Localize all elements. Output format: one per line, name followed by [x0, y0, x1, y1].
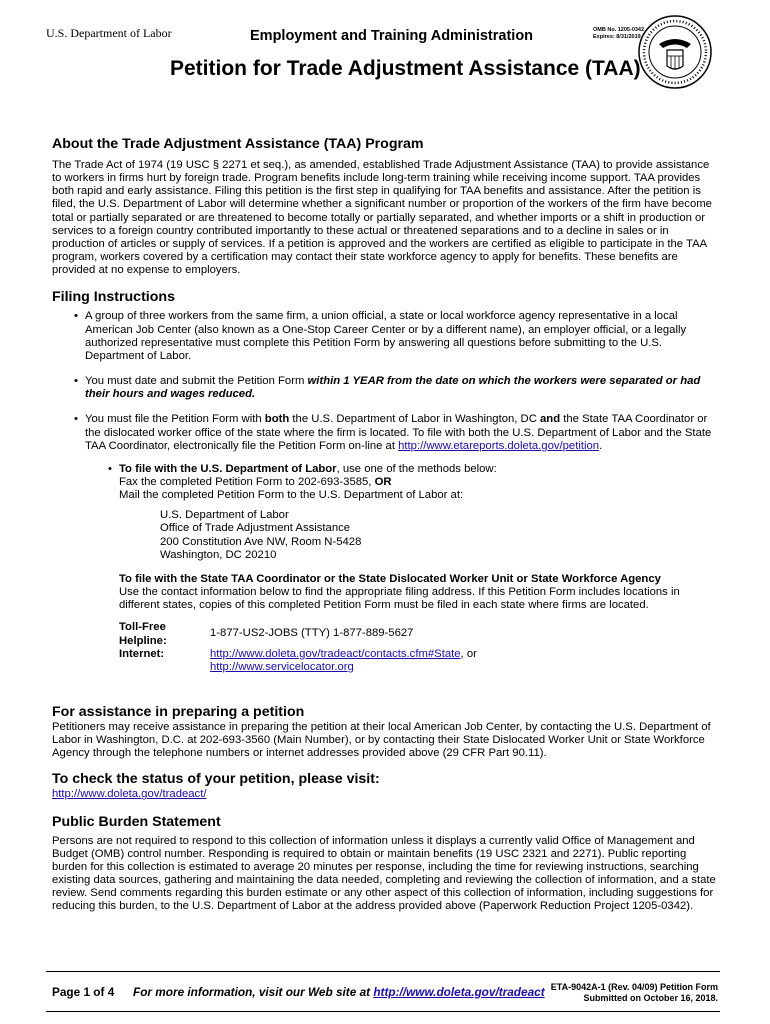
form-body [52, 136, 718, 914]
both-emphasis: both [264, 413, 290, 426]
state-filing-heading: To file with the State TAA Coordinator or the State Dislocated Worker Unit or State Workforce Agency [119, 572, 661, 585]
filing-heading: Filing Instructions [52, 289, 175, 306]
dol-filing-heading: To file with the U.S. Department of Labor [119, 462, 337, 475]
omb-number: OMB No. 1205-0342 [593, 27, 645, 33]
about-text: The Trade Act of 1974 (19 USC § 2271 et seq.), as amended, established Trade Adjustment Assistance (TAA) to provide assistance to workers in firms hurt by foreign trade. Program benefits include long-term training while receiving income support. TAA provides both rapid and early assistance. Filing this petition is the first step in qualifying for TAA benefits and assistance. After the petition is filed, the U.S. Department of Labor will determine whether a significant number or proportion of the workers of the firm have become total or partially separated or are threatened to become totally or partially separated, and whether imports or a shift in production or services to a foreign country contributed importantly to these actual or threatened separations and to a decline in sales or in production of articles or supply of services. If a petition is approved and the workers are certified as eligible to participate in the TAA program, workers covered by a certification may contact their state workforce agency to apply for benefits. These benefits are provided at no expense to employers. [52, 159, 712, 277]
footer-divider [46, 971, 720, 972]
filing-list [52, 310, 718, 452]
page-number: Page 1 of 4 [52, 985, 115, 999]
footer-bottom-line [46, 1011, 720, 1012]
department-name: U.S. Department of Labor [46, 26, 172, 40]
address-line: Office of Trade Adjustment Assistance [160, 522, 351, 535]
or-text: , or [460, 647, 477, 660]
more-info [133, 985, 545, 999]
tradeact-link[interactable]: http://www.doleta.gov/tradeact [373, 985, 545, 999]
bullet-icon: • [108, 462, 112, 475]
list-item [52, 413, 718, 452]
mailing-address [52, 509, 718, 562]
filing-bullet-3-text: the State TAA Coordinator or the dislocated worker office of the state where the firm is located. To file with both the U.S. Department of Labor and the State TAA Coordinator, electronically file the Petition Form on-line at [85, 413, 712, 452]
tollfree-label [119, 621, 210, 647]
assistance-text: Petitioners may receive assistance in preparing the petition at their local American Job Center, by contacting the U.S. Department of Labor in Washington, D.C. at 202-693-3560 (Main Number), or by contacting their State Dislocated Worker Unit or State Workforce Agency through the telephone numbers or internet addresses provided above (29 CFR Part 90.11). [52, 721, 711, 760]
address-line: 200 Constitution Ave NW, Room N-5428 [160, 535, 362, 548]
dol-filing-methods [52, 463, 718, 502]
tollfree-value: 1-877-US2-JOBS (TTY) 1-877-889-5627 [210, 627, 414, 640]
or-emphasis: OR [374, 475, 392, 488]
omb-expires: Expires: 8/31/2019 [593, 33, 641, 40]
submitted-date: Submitted on October 16, 2018. [583, 993, 718, 1003]
more-info-text: For more information, visit our Web site at [133, 985, 374, 999]
state-filing [52, 573, 718, 612]
bullet-icon: • [74, 413, 78, 426]
and-emphasis: and [540, 413, 561, 426]
period: . [599, 439, 603, 452]
status-link[interactable]: http://www.doleta.gov/tradeact/ [52, 788, 207, 801]
filing-bullet-3-text: the U.S. Department of Labor in Washington, DC [289, 413, 541, 426]
burden-heading: Public Burden Statement [52, 813, 221, 830]
agency-name: Employment and Training Administration [250, 28, 534, 44]
internet-label: Internet: [119, 647, 165, 660]
contacts-link[interactable]: http://www.doleta.gov/tradeact/contacts.cfm#State [210, 647, 461, 660]
contact-info [52, 621, 718, 674]
address-line: Washington, DC 20210 [160, 548, 277, 561]
bullet-icon: • [74, 310, 78, 323]
fax-text: Fax the completed Petition Form to 202-693-3585, [119, 475, 375, 488]
mail-text: Mail the completed Petition Form to the U.S. Department of Labor at: [119, 489, 464, 502]
dol-filing-text: , use one of the methods below: [336, 462, 497, 475]
list-item [52, 310, 718, 363]
filing-bullet-1: A group of three workers from the same firm, a union official, a state or local workforce agency representative in a local American Job Center (also known as a One-Stop Career Center or by a different name), an employer official, or a legally authorized representative must complete this Petition Form by answering all questions before submitting to the U.S. Department of Labor. [85, 310, 687, 362]
assistance-heading: For assistance in preparing a petition [52, 704, 305, 720]
etareports-link[interactable]: http://www.etareports.doleta.gov/petition [398, 439, 600, 452]
dol-seal-icon [637, 14, 713, 90]
filing-bullet-2: You must date and submit the Petition Form [85, 375, 308, 388]
about-heading: About the Trade Adjustment Assistance (TAA) Program [52, 136, 424, 152]
deadline-emphasis: within 1 YEAR from the date on which the workers were separated or had their hours and wages reduced. [85, 375, 701, 401]
burden-text: Persons are not required to respond to this collection of information unless it displays a currently valid Office of Management and Budget (OMB) control number. Responding is required to obtain or maintain benefits (19 USC 2321 and 2271). Public reporting burden for this collection is estimated to average 20 minutes per response, including the time for reviewing instructions, searching existing data sources, gathering and maintaining the data needed, completing and reviewing the collection of information, and a state review. Send comments regarding this burden estimate or any other aspect of this collection of information, including suggestions for reducing this burden, to the U.S. Department of Labor at the address provided above (Paperwork Reduction Project 1205-0342). [52, 834, 716, 913]
internet-links [210, 648, 718, 674]
tollfree-label-1: Toll-Free [119, 621, 166, 634]
filing-bullet-3-text: You must file the Petition Form with [85, 413, 265, 426]
tollfree-label-2: Helpline: [119, 634, 167, 647]
state-filing-text: Use the contact information below to find the appropriate filing address. If this Petition Form includes locations in different states, copies of this completed Petition Form must be filed in each state where firms are located. [119, 586, 680, 612]
status-heading: To check the status of your petition, please visit: [52, 771, 380, 788]
bullet-icon: • [74, 375, 78, 388]
list-item [52, 375, 718, 401]
servicelocator-link[interactable]: http://www.servicelocator.org [210, 660, 354, 673]
form-id: ETA-9042A-1 (Rev. 04/09) Petition Form [550, 982, 718, 992]
address-line: U.S. Department of Labor [160, 509, 289, 522]
form-info [540, 982, 718, 1004]
page-title: Petition for Trade Adjustment Assistance (TAA) [170, 57, 641, 80]
